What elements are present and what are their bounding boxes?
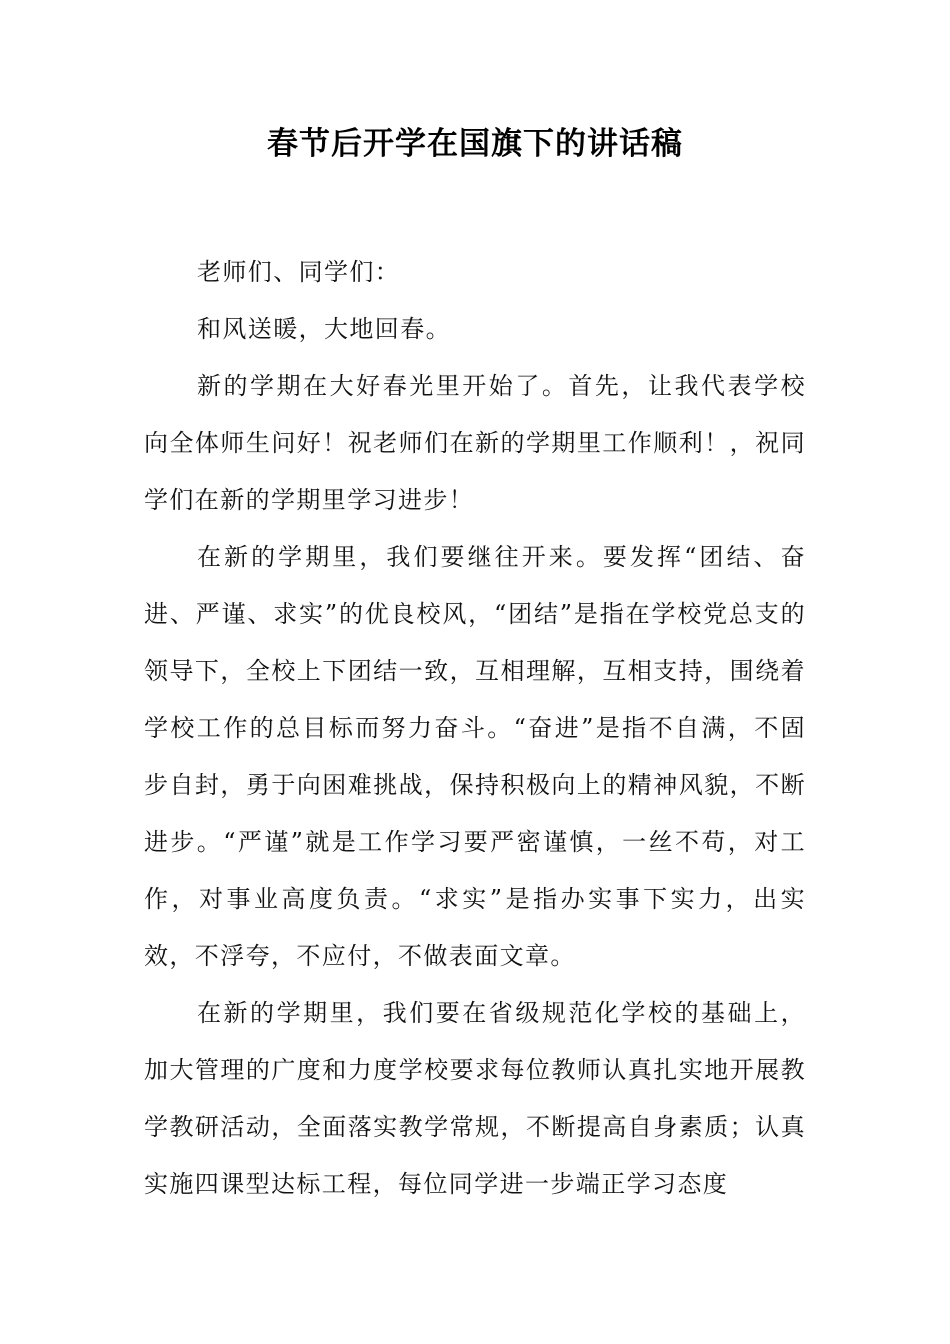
management-paragraph: 在新的学期里，我们要在省级规范化学校的基础上，加大管理的广度和力度学校要求每位教师认真扎实地开展教学教研活动，全面落实教学常规，不断提高自身素质；认真实施四课型达标工程，每位同学进一步端正学习态度 <box>144 999 806 1198</box>
welcome-paragraph: 新的学期在大好春光里开始了。首先，让我代表学校向全体师生问好！祝老师们在新的学期里工作顺利！，祝同学们在新的学期里学习进步！ <box>144 372 806 514</box>
greeting-paragraph: 老师们、同学们： <box>197 258 401 286</box>
opening-paragraph: 和风送暖，大地回春。 <box>197 315 451 343</box>
document-body <box>144 244 806 1213</box>
document-title: 春节后开学在国旗下的讲话稿 <box>267 126 683 162</box>
school-spirit-paragraph: 在新的学期里，我们要继往开来。要发挥“团结、奋进、严谨、求实”的优良校风，“团结”是指在学校党总支的领导下，全校上下团结一致，互相理解，互相支持，围绕着学校工作的总目标而努力奋斗。“奋进”是指不自满，不固步自封，勇于向困难挑战，保持积极向上的精神风貌，不断进步。“严谨”就是工作学习要严密谨慎，一丝不苟，对工作，对事业高度负责。“求实”是指办实事下实力，出实效，不浮夸，不应付，不做表面文章。 <box>144 543 806 970</box>
